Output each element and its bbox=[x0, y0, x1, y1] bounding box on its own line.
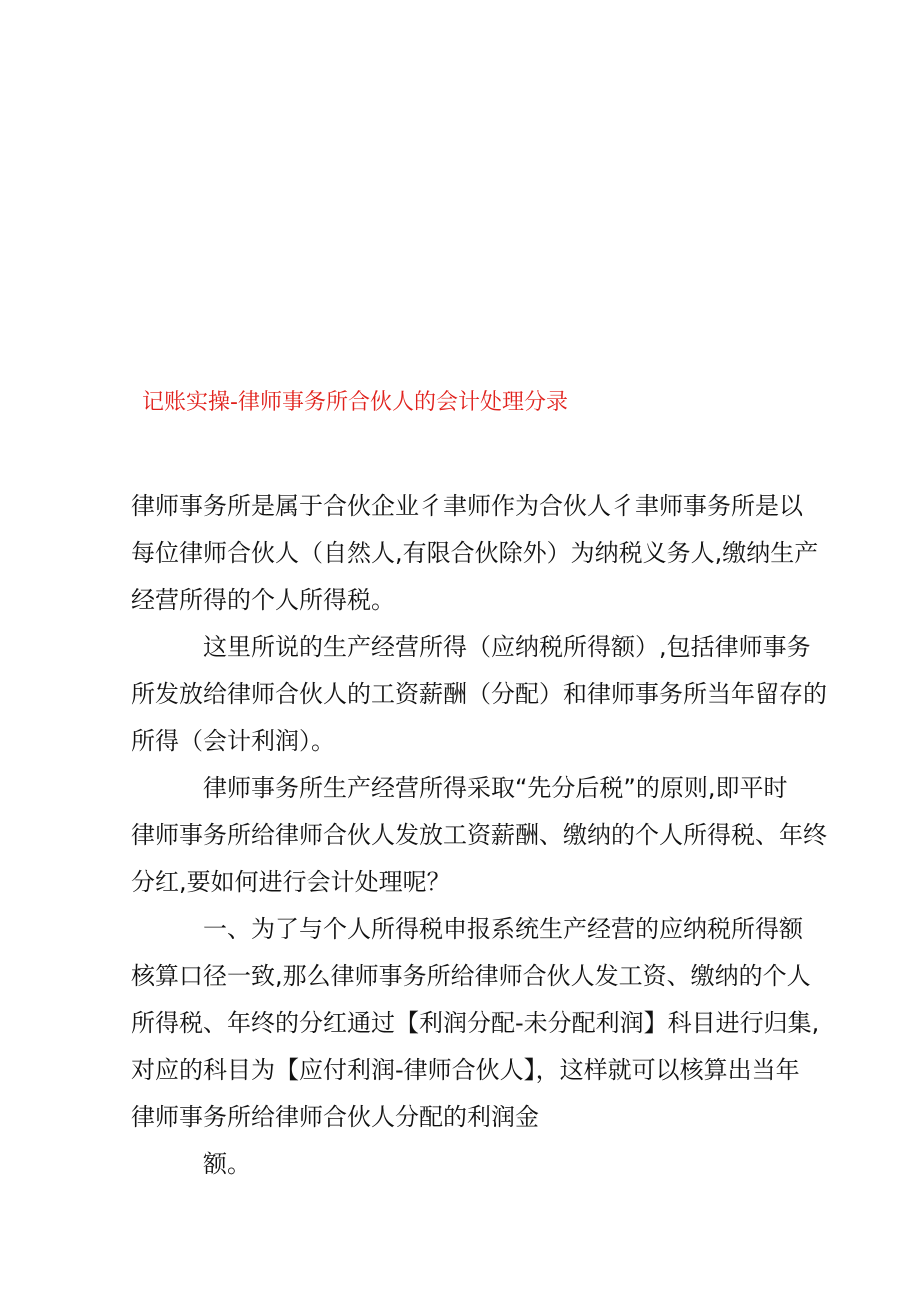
paragraph-line: 分红,要如何进行会计处理呢？ bbox=[131, 868, 451, 896]
paragraph-line: 律师事务所生产经营所得采取“先分后税”的原则,即平时 bbox=[203, 774, 788, 802]
paragraph-line: 对应的科目为【应付利润-律师合伙人】，这样就可以核算出当年 bbox=[131, 1056, 800, 1084]
paragraph-line: 所得（会计利润）。 bbox=[131, 727, 335, 755]
paragraph-line: 额。 bbox=[203, 1150, 251, 1178]
paragraph-1 bbox=[131, 483, 819, 624]
paragraph-line: 核算口径一致,那么律师事务所给律师合伙人发工资、缴纳的个人 bbox=[131, 962, 811, 990]
paragraph-line: 这里所说的生产经营所得（应纳税所得额）,包括律师事务 bbox=[203, 633, 811, 661]
paragraph-line: 经营所得的个人所得税。 bbox=[131, 586, 395, 614]
paragraph-line: 律师事务所给律师合伙人发放工资薪酬、缴纳的个人所得税、年终 bbox=[131, 821, 827, 849]
paragraph-3 bbox=[131, 765, 827, 906]
paragraph-line: 律师事务所给律师合伙人分配的利润金 bbox=[131, 1103, 539, 1131]
document-title: 记账实操-律师事务所合伙人的会计处理分录 bbox=[142, 390, 568, 415]
paragraph-line: 律师事务所是属于合伙企业彳聿师作为合伙人彳聿师事务所是以 bbox=[131, 492, 803, 520]
paragraph-line: 所发放给律师合伙人的工资薪酬（分配）和律师事务所当年留存的 bbox=[131, 680, 827, 708]
paragraph-line: 一、为了与个人所得税申报系统生产经营的应纳税所得额 bbox=[203, 915, 803, 943]
document-body bbox=[131, 483, 827, 1188]
paragraph-4 bbox=[131, 906, 820, 1188]
paragraph-2 bbox=[131, 624, 827, 765]
paragraph-line: 所得税、年终的分红通过【利润分配-未分配利润】科目进行归集, bbox=[131, 1009, 820, 1037]
paragraph-line: 每位律师合伙人（自然人,有限合伙除外）为纳税义务人,缴纳生产 bbox=[131, 539, 819, 567]
